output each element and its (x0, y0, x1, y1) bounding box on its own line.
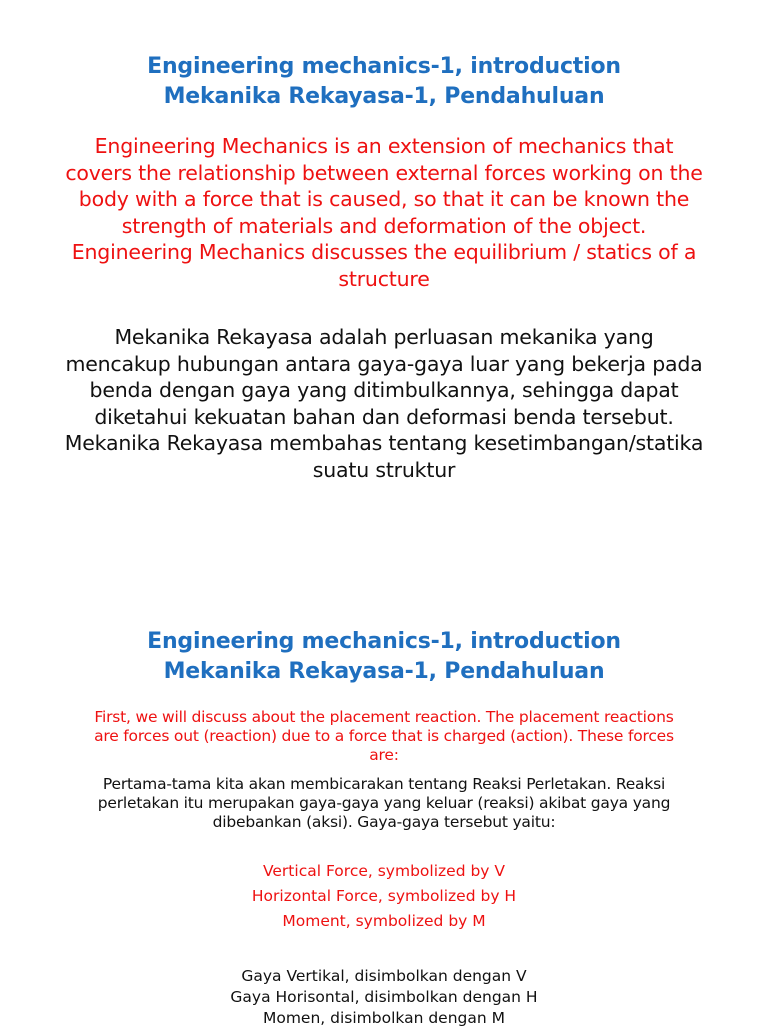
slide-2-title-english: Engineering mechanics-1, introduction (147, 629, 621, 654)
list-item: Momen, disimbolkan dengan M (262, 1009, 506, 1027)
slide-1-indonesian-paragraph: Mekanika Rekayasa adalah perluasan mekanika yang mencakup hubungan antara gaya-gaya luar yang bekerja pada benda dengan gaya yang ditimbulkannya, sehingga dapat diketahui kekuatan bahan dan deformasi benda tersebut. Mekanika Rekayasa membahas tentang kesetimbangan/statika suatu struktur (64, 325, 704, 482)
slide-2-english-paragraph: First, we will discuss about the placement reaction. The placement reactions are forces out (reaction) due to a force that is charged (action). These forces are: (94, 708, 674, 764)
slide-1-title (0, 52, 768, 112)
slide-2-indonesian-paragraph: Pertama-tama kita akan membicarakan tentang Reaksi Perletakan. Reaksi perletakan itu merupakan gaya-gaya yang keluar (reaksi) akibat gaya yang dibebankan (aksi). Gaya-gaya tersebut yaitu: (97, 775, 671, 831)
slide-2 (0, 580, 768, 1027)
list-item: Gaya Horisontal, disimbolkan dengan H (230, 988, 538, 1006)
slide-2-title (0, 627, 768, 687)
slide-1-title-english: Engineering mechanics-1, introduction (147, 54, 621, 79)
slide-1-english-paragraph: Engineering Mechanics is an extension of mechanics that covers the relationship between external forces working on the body with a force that is caused, so that it can be known the strength of materials and deformation of the object. Engineering Mechanics discusses the equilibrium / statics of a structure (65, 134, 703, 291)
forces-list-english (0, 859, 768, 934)
list-item: Moment, symbolized by M (282, 912, 486, 930)
slide-2-title-indonesian: Mekanika Rekayasa-1, Pendahuluan (163, 659, 605, 684)
list-item: Gaya Vertikal, disimbolkan dengan V (241, 967, 527, 985)
list-item: Vertical Force, symbolized by V (263, 862, 505, 880)
slide-1-title-indonesian: Mekanika Rekayasa-1, Pendahuluan (163, 84, 605, 109)
list-item: Horizontal Force, symbolized by H (251, 887, 517, 905)
forces-list-indonesian (0, 966, 768, 1029)
